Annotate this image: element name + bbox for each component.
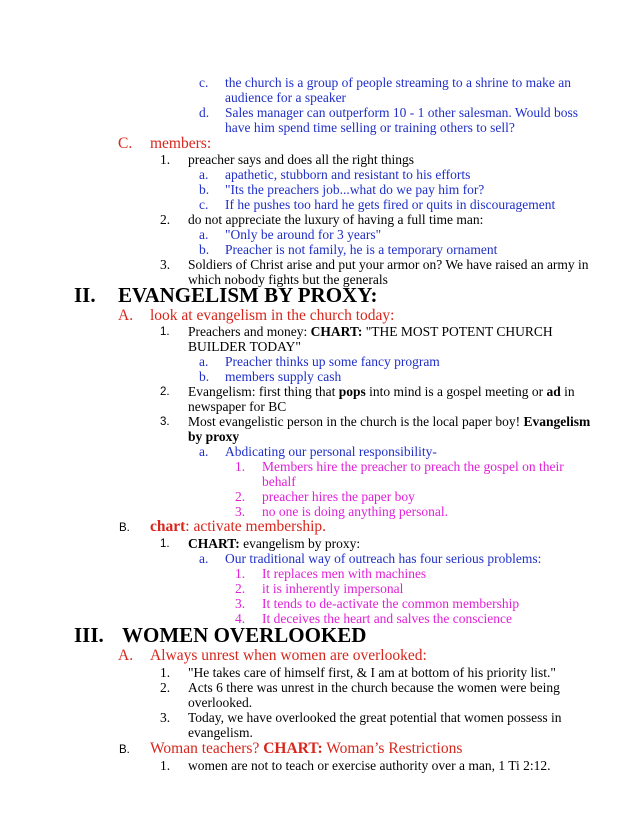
section-heading: Always unrest when women are overlooked: bbox=[150, 647, 427, 664]
section-label: A. bbox=[118, 307, 134, 324]
outline-text: Preacher is not family, he is a temporary ornament bbox=[225, 242, 498, 257]
section-title: WOMEN OVERLOOKED bbox=[122, 623, 367, 647]
item-label: a. bbox=[199, 227, 209, 242]
section-label: A. bbox=[118, 647, 134, 664]
outline-text: It deceives the heart and salves the conscience bbox=[262, 611, 513, 626]
outline-text: the church is a group of people streaming to a shrine to make an bbox=[225, 75, 572, 90]
outline-text: Sales manager can outperform 10 - 1 other salesman. Would boss bbox=[225, 105, 578, 120]
item-label: b. bbox=[199, 369, 210, 384]
outline-text: members supply cash bbox=[225, 369, 342, 384]
outline-text: Soldiers of Christ arise and put your armor on? We have raised an army in bbox=[188, 257, 589, 272]
outline-text: which nobody fights but the generals bbox=[188, 272, 388, 287]
section-heading: Woman teachers? CHART: Woman’s Restrictions bbox=[150, 740, 463, 757]
item-label: 1. bbox=[160, 152, 171, 167]
outline-text: Most evangelistic person in the church is the local paper boy! Evangelism bbox=[188, 414, 591, 429]
item-label: 2. bbox=[160, 212, 171, 227]
outline-text: do not appreciate the luxury of having a full time man: bbox=[188, 212, 484, 227]
item-label: 3. bbox=[235, 596, 246, 611]
outline-text: have him spend time selling or training others to sell? bbox=[225, 120, 515, 135]
item-label: b. bbox=[199, 242, 210, 257]
outline-text: Today, we have overlooked the great potential that women possess in bbox=[188, 710, 562, 725]
outline-text: It tends to de-activate the common membership bbox=[262, 596, 520, 611]
outline-text: Preachers and money: CHART: "THE MOST POTENT CHURCH bbox=[188, 324, 553, 339]
outline-text: newspaper for BC bbox=[188, 399, 287, 414]
outline-text: it is inherently impersonal bbox=[262, 581, 404, 596]
outline-text: behalf bbox=[262, 474, 296, 489]
item-label: 3. bbox=[235, 504, 246, 519]
item-label: d. bbox=[199, 105, 210, 120]
item-label: 1. bbox=[160, 326, 170, 338]
outline-text: BUILDER TODAY" bbox=[188, 339, 301, 354]
item-label: 3. bbox=[160, 416, 170, 428]
section-heading: chart: activate membership. bbox=[150, 518, 327, 535]
outline-text: It replaces men with machines bbox=[262, 566, 427, 581]
outline-text: audience for a speaker bbox=[225, 90, 347, 105]
section-label: C. bbox=[118, 135, 133, 152]
outline-text: "He takes care of himself first, & I am at bottom of his priority list." bbox=[188, 665, 556, 680]
section-heading: members: bbox=[150, 135, 212, 152]
item-label: b. bbox=[199, 182, 210, 197]
outline-text: Acts 6 there was unrest in the church because the women were being bbox=[188, 680, 560, 695]
item-label: 1. bbox=[160, 538, 170, 550]
outline-text: apathetic, stubborn and resistant to his efforts bbox=[225, 167, 471, 182]
item-label: 1. bbox=[160, 665, 171, 680]
item-label: 2. bbox=[160, 386, 170, 398]
outline-text: preacher says and does all the right things bbox=[188, 152, 415, 167]
item-label: a. bbox=[199, 444, 209, 459]
outline-text: "Its the preachers job...what do we pay him for? bbox=[225, 182, 485, 197]
outline-text: Evangelism: first thing that pops into mind is a gospel meeting or ad in bbox=[188, 384, 575, 399]
roman-numeral: II. bbox=[74, 283, 96, 307]
item-label: a. bbox=[199, 167, 209, 182]
outline-text: Members hire the preacher to preach the gospel on their bbox=[262, 459, 564, 474]
outline-text: no one is doing anything personal. bbox=[262, 504, 448, 519]
item-label: 2. bbox=[160, 680, 171, 695]
item-label: 3. bbox=[160, 257, 171, 272]
roman-numeral: III. bbox=[74, 623, 104, 647]
item-label: c. bbox=[199, 75, 209, 90]
outline-text: "Only be around for 3 years" bbox=[225, 227, 382, 242]
outline-text: If he pushes too hard he gets fired or quits in discouragement bbox=[225, 197, 556, 212]
outline-text: by proxy bbox=[188, 429, 240, 444]
outline-text: Preacher thinks up some fancy program bbox=[225, 354, 440, 369]
item-label: a. bbox=[199, 354, 209, 369]
item-label: 1. bbox=[160, 758, 171, 773]
item-label: 4. bbox=[235, 611, 246, 626]
outline-text: evangelism. bbox=[188, 725, 253, 740]
outline-text: women are not to teach or exercise authority over a man, 1 Ti 2:12. bbox=[188, 758, 551, 773]
outline-text: Abdicating our personal responsibility- bbox=[225, 444, 437, 459]
outline-text: preacher hires the paper boy bbox=[262, 489, 415, 504]
section-heading: look at evangelism in the church today: bbox=[150, 307, 395, 324]
outline-text: CHART: evangelism by proxy: bbox=[188, 536, 361, 551]
item-label: 2. bbox=[235, 489, 246, 504]
item-label: c. bbox=[199, 197, 209, 212]
section-title: EVANGELISM BY PROXY: bbox=[118, 283, 378, 307]
item-label: 2. bbox=[235, 581, 246, 596]
outline-text: overlooked. bbox=[188, 695, 253, 710]
item-label: a. bbox=[199, 551, 209, 566]
section-label: B. bbox=[119, 522, 130, 534]
section-label: B. bbox=[119, 744, 130, 756]
item-label: 1. bbox=[235, 566, 246, 581]
item-label: 1. bbox=[235, 459, 246, 474]
item-label: 3. bbox=[160, 710, 171, 725]
outline-text: Our traditional way of outreach has four serious problems: bbox=[225, 551, 542, 566]
